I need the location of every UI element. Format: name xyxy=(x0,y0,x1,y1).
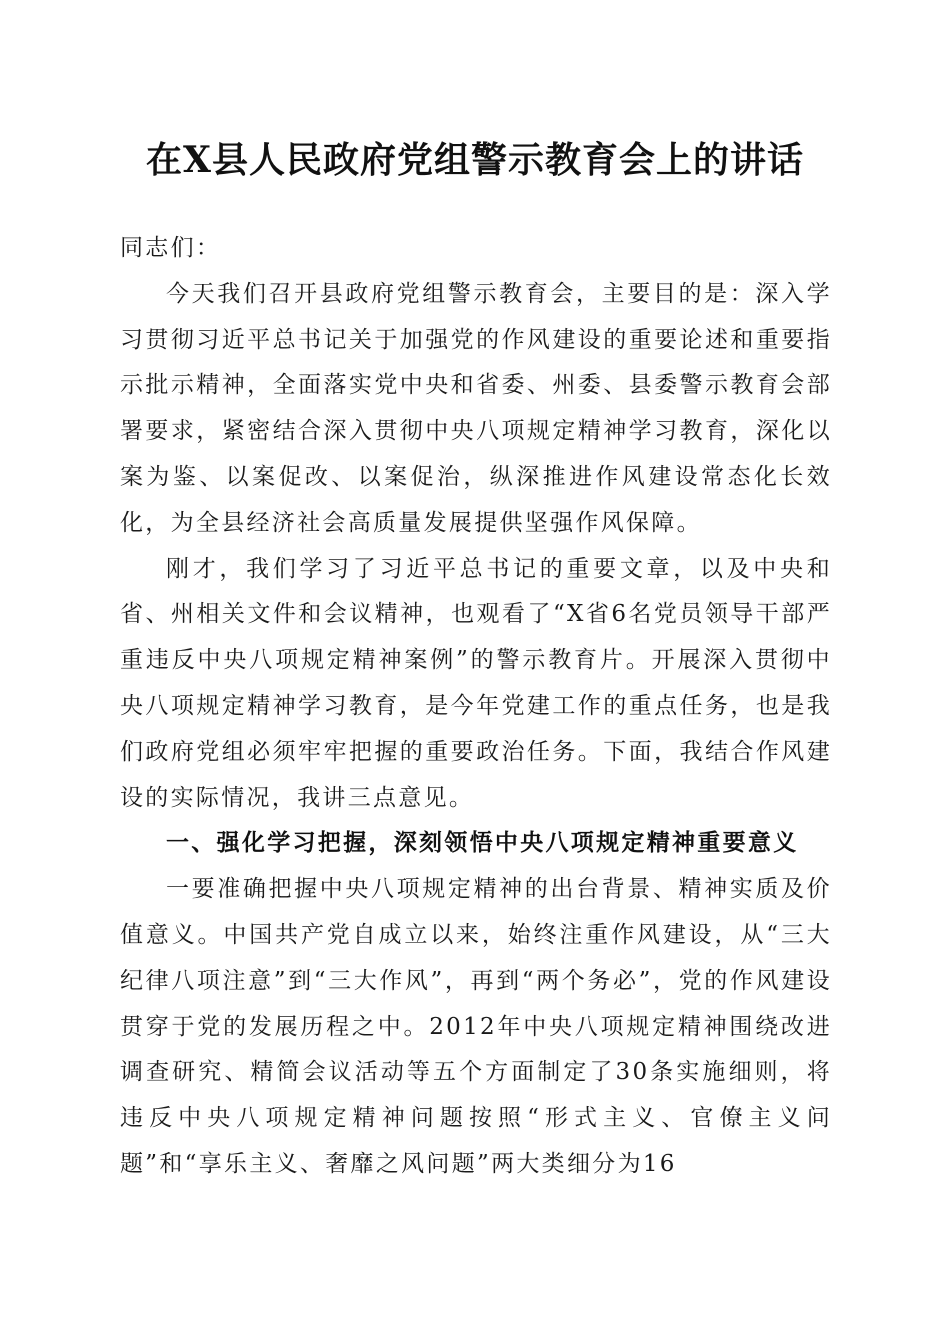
section-1-paragraph-1: 一要准确把握中央八项规定精神的出台背景、精神实质及价值意义。中国共产党自成立以来，始终注重作风建设，从“三大纪律八项注意”到“三大作风”，再到“两个务必”，党的作风建设贯穿于党的发展历程之中。2012年中央八项规定精神围绕改进调查研究、精简会议活动等五个方面制定了30条实施细则，将违反中央八项规定精神问题按照“形式主义、官僚主义问题”和“享乐主义、奢靡之风问题”两大类细分为16 xyxy=(120,876,832,1177)
salutation: 同志们： xyxy=(120,235,222,261)
section-heading-1: 一、强化学习把握，深刻领悟中央八项规定精神重要意义 xyxy=(166,830,799,857)
paragraph-context: 刚才，我们学习了习近平总书记的重要文章，以及中央和省、州相关文件和会议精神，也观看了“X省6名党员领导干部严重违反中央八项规定精神案例”的警示教育片。开展深入贯彻中央八项规定精神学习教育，是今年党建工作的重点任务，也是我们政府党组必须牢牢把握的重要政治任务。下面，我结合作风建设的实际情况，我讲三点意见。 xyxy=(120,555,832,811)
document-title: 在X县人民政府党组警示教育会上的讲话 xyxy=(146,139,804,181)
document-body xyxy=(120,226,832,1188)
paragraph-opening: 今天我们召开县政府党组警示教育会，主要目的是：深入学习贯彻习近平总书记关于加强党的作风建设的重要论述和重要指示批示精神，全面落实党中央和省委、州委、县委警示教育会部署要求，紧密结合深入贯彻中央八项规定精神学习教育，深化以案为鉴、以案促改、以案促治，纵深推进作风建设常态化长效化，为全县经济社会高质量发展提供坚强作风保障。 xyxy=(120,280,832,536)
